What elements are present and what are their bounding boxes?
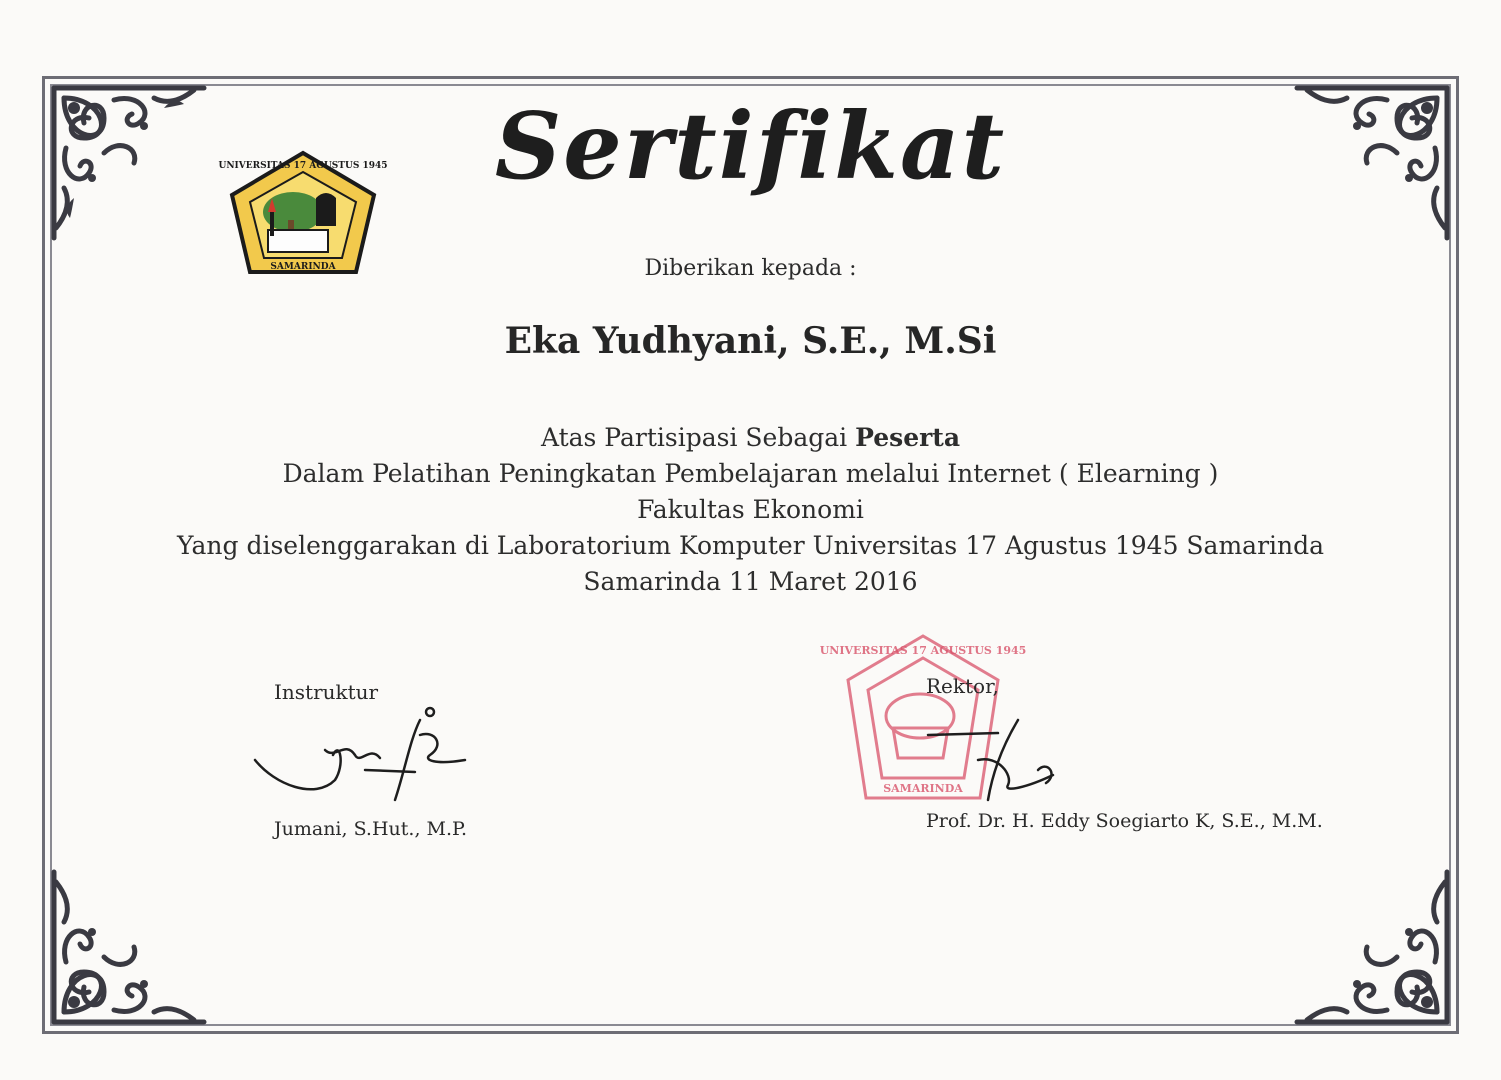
given-to-label: Diberikan kepada :	[644, 256, 857, 281]
certificate-title: Sertifikat	[494, 92, 1007, 200]
venue-line: Yang diselenggarakan di Laboratorium Komputer Universitas 17 Agustus 1945 Samarinda	[176, 531, 1325, 560]
participation-line	[0, 420, 1501, 456]
participation-prefix: Atas Partisipasi Sebagai	[540, 423, 856, 452]
stamp-ring-text-top: UNIVERSITAS 17 AGUSTUS 1945	[819, 644, 1027, 657]
instructor-name: Jumani, S.Hut., M.P.	[274, 818, 467, 840]
recipient-name: Eka Yudhyani, S.E., M.Si	[504, 320, 997, 362]
place-date-line: Samarinda 11 Maret 2016	[583, 567, 918, 596]
certificate-body	[0, 420, 1501, 600]
training-line: Dalam Pelatihan Peningkatan Pembelajaran melalui Internet ( Elearning )	[282, 459, 1219, 488]
stamp-ring-text-bottom: SAMARINDA	[883, 782, 963, 795]
logo-ring-text-top: UNIVERSITAS 17 AGUSTUS 1945	[218, 161, 388, 171]
corner-ornament-bottom-right	[1287, 862, 1457, 1032]
instructor-label: Instruktur	[274, 680, 379, 704]
corner-ornament-bottom-left	[44, 862, 214, 1032]
participation-role: Peserta	[855, 423, 961, 452]
rector-name: Prof. Dr. H. Eddy Soegiarto K, S.E., M.M.	[926, 810, 1323, 832]
faculty-line: Fakultas Ekonomi	[637, 495, 864, 524]
rector-label: Rektor,	[926, 674, 999, 698]
rector-signature	[918, 715, 1078, 810]
logo-ring-text-bottom: SAMARINDA	[270, 262, 336, 272]
instructor-signature	[245, 700, 475, 810]
